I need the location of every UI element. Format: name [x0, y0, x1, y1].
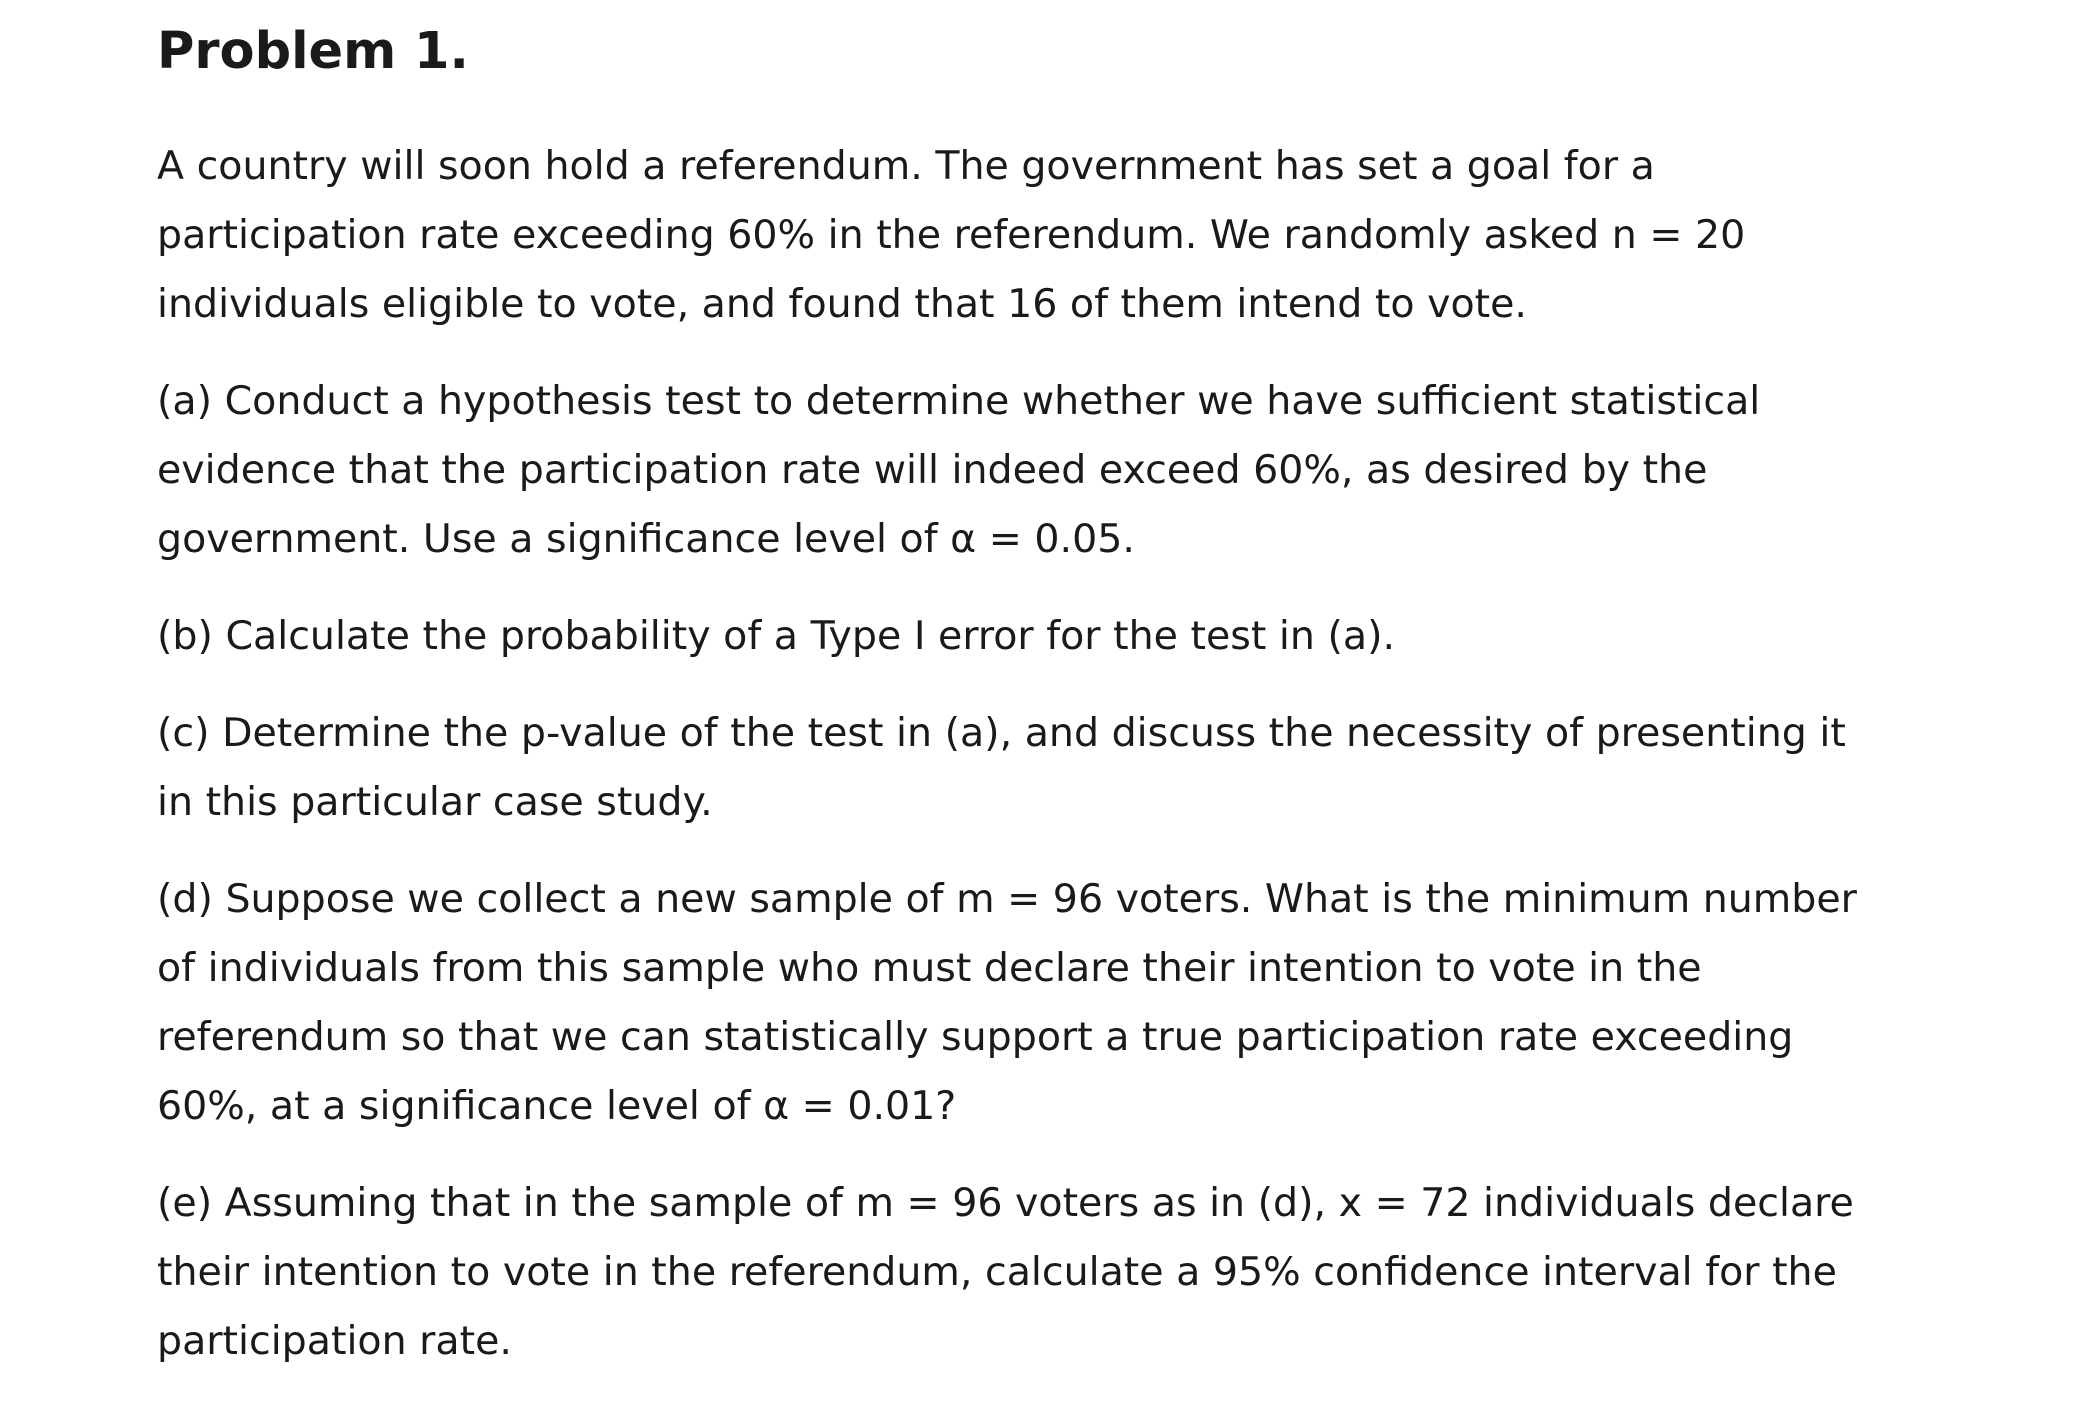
part-c: [157, 699, 1857, 837]
part-a: [157, 367, 1857, 574]
text-line: (c) Determine the p-value of the test in (a), and discuss the necessity of presenting it: [157, 710, 1846, 756]
text-line: their intention to vote in the referendum, calculate a 95% confidence interval for the: [157, 1249, 1837, 1295]
text-line: (b) Calculate the probability of a Type I error for the test in (a).: [157, 613, 1396, 659]
text-line: participation rate.: [157, 1318, 512, 1364]
text-line: government. Use a significance level of α = 0.05.: [157, 516, 1135, 562]
text-line: participation rate exceeding 60% in the referendum. We randomly asked n = 20: [157, 212, 1746, 258]
text-line: in this particular case study.: [157, 779, 713, 825]
text-line: individuals eligible to vote, and found that 16 of them intend to vote.: [157, 281, 1527, 327]
text-line: 60%, at a significance level of α = 0.01?: [157, 1083, 957, 1129]
problem-intro: [157, 132, 1857, 339]
problem-title: Problem 1.: [157, 22, 469, 81]
text-line: (d) Suppose we collect a new sample of m = 96 voters. What is the minimum number: [157, 876, 1857, 922]
text-line: of individuals from this sample who must declare their intention to vote in the: [157, 945, 1702, 991]
text-line: evidence that the participation rate will indeed exceed 60%, as desired by the: [157, 447, 1708, 493]
part-d: [157, 865, 1857, 1141]
problem-page: [157, 14, 1857, 1404]
text-line: (a) Conduct a hypothesis test to determine whether we have sufficient statistical: [157, 378, 1761, 424]
part-e: [157, 1169, 1857, 1376]
part-b: [157, 602, 1857, 671]
text-line: referendum so that we can statistically support a true participation rate exceeding: [157, 1014, 1794, 1060]
text-line: A country will soon hold a referendum. The government has set a goal for a: [157, 143, 1655, 189]
text-line: (e) Assuming that in the sample of m = 96 voters as in (d), x = 72 individuals declare: [157, 1180, 1854, 1226]
